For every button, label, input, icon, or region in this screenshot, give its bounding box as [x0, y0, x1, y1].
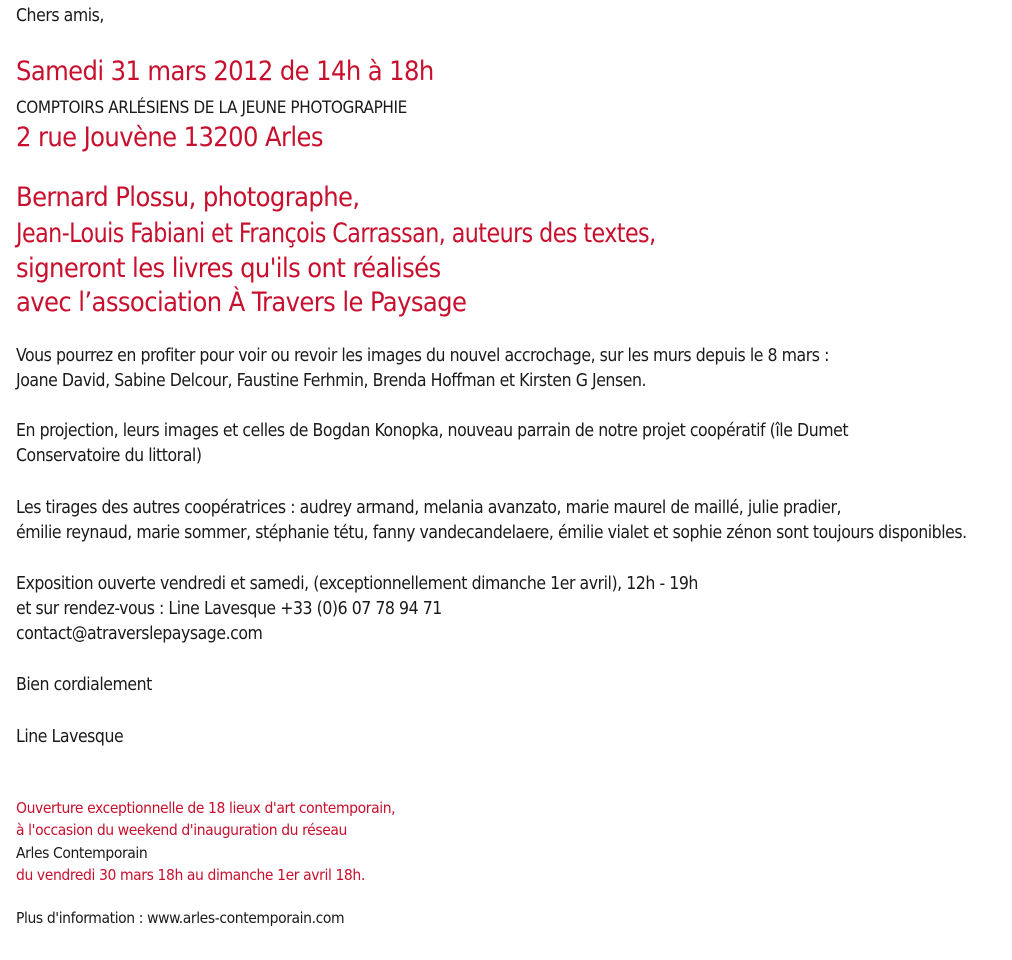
- accrochage-line-2: Joane David, Sabine Delcour, Faustine Ferhmin, Brenda Hoffman et Kirsten G Jensen.: [16, 371, 647, 391]
- greeting: Chers amis,: [16, 6, 104, 26]
- event-venue: COMPTOIRS ARLÉSIENS DE LA JEUNE PHOTOGRAPHIE: [16, 98, 407, 118]
- contact-email-link[interactable]: contact@atraverslepaysage.com: [16, 624, 263, 644]
- footer-info: Plus d'information : www.arles-contemporain.com: [16, 909, 345, 927]
- footer-line-3: Arles Contemporain: [16, 844, 148, 862]
- event-date: Samedi 31 mars 2012 de 14h à 18h: [16, 56, 434, 87]
- tirages-line-2: émilie reynaud, marie sommer, stéphanie tétu, fanny vandecandelaere, émilie vialet et sophie zénon sont toujours disponibles.: [16, 523, 967, 543]
- footer-line-1: Ouverture exceptionnelle de 18 lieux d'art contemporain,: [16, 799, 396, 817]
- signing-line-2: Jean-Louis Fabiani et François Carrassan, auteurs des textes,: [16, 218, 656, 249]
- expo-line-2: et sur rendez-vous : Line Lavesque +33 (0)6 07 78 94 71: [16, 599, 442, 619]
- closing: Bien cordialement: [16, 675, 152, 695]
- projection-line-1: En projection, leurs images et celles de Bogdan Konopka, nouveau parrain de notre projet coopératif (île Dumet: [16, 421, 849, 441]
- signing-line-3: signeront les livres qu'ils ont réalisés: [16, 253, 441, 284]
- projection-line-2: Conservatoire du littoral): [16, 446, 202, 466]
- signing-line-4: avec l’association À Travers le Paysage: [16, 287, 467, 318]
- expo-line-1: Exposition ouverte vendredi et samedi, (exceptionnellement dimanche 1er avril), 12h - 19h: [16, 574, 698, 594]
- footer-line-2: à l'occasion du weekend d'inauguration du réseau: [16, 821, 347, 839]
- footer-line-4: du vendredi 30 mars 18h au dimanche 1er avril 18h.: [16, 866, 365, 884]
- event-address: 2 rue Jouvène 13200 Arles: [16, 122, 323, 153]
- tirages-line-1: Les tirages des autres coopératrices : audrey armand, melania avanzato, marie maurel de maillé, julie pradier,: [16, 498, 842, 518]
- signature: Line Lavesque: [16, 727, 124, 747]
- signing-line-1: Bernard Plossu, photographe,: [16, 182, 360, 213]
- accrochage-line-1: Vous pourrez en profiter pour voir ou revoir les images du nouvel accrochage, sur les murs depuis le 8 mars :: [16, 346, 829, 366]
